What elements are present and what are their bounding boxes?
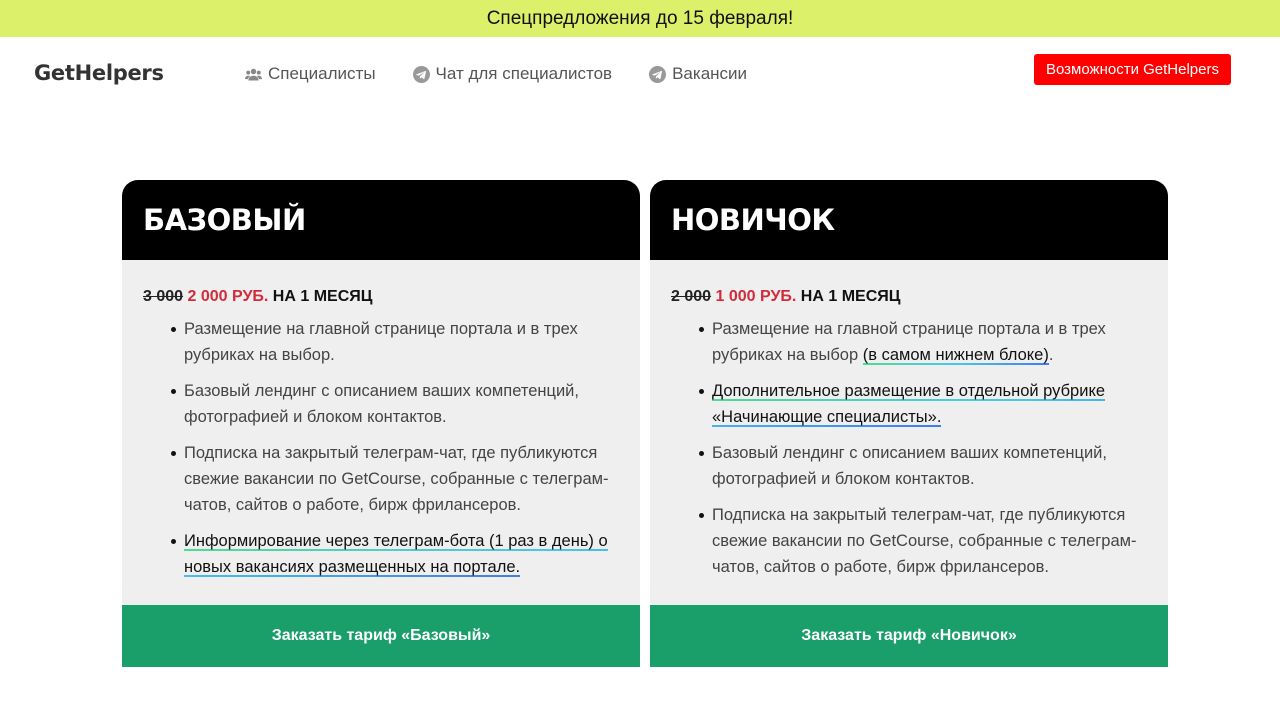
feature-highlight: (в самом нижнем блоке) xyxy=(862,346,1049,364)
nav-item-chat[interactable] xyxy=(413,64,613,84)
main-nav xyxy=(245,64,747,84)
plan-card-header xyxy=(650,180,1168,260)
old-price: 2 000 xyxy=(671,288,712,305)
feature-highlight: Информирование через телеграм-бота (1 раз в день) о новых вакансиях размещенных на портале. xyxy=(184,532,608,576)
nav-item-specialists[interactable] xyxy=(245,64,376,84)
price-period: НА 1 МЕСЯЦ xyxy=(800,288,901,305)
feature-list xyxy=(143,316,619,580)
plan-title: НОВИЧОК xyxy=(671,203,835,237)
feature-item: Базовый лендинг с описанием ваших компетенций, фотографией и блоком контактов. xyxy=(184,378,624,430)
new-price: 2 000 РУБ. xyxy=(187,288,269,305)
site-header xyxy=(0,37,1280,109)
feature-list xyxy=(671,316,1147,580)
logo[interactable]: GetHelpers xyxy=(34,61,164,85)
plan-card-basic xyxy=(122,180,640,667)
promo-text: Спецпредложения до 15 февраля! xyxy=(486,7,794,29)
feature-item: Размещение на главной странице портала и в трех рубриках на выбор. xyxy=(184,316,624,368)
plan-card-header xyxy=(122,180,640,260)
feature-item xyxy=(184,528,624,580)
plan-price xyxy=(143,288,619,306)
order-basic-button[interactable]: Заказать тариф «Базовый» xyxy=(122,605,640,667)
plan-title: БАЗОВЫЙ xyxy=(143,203,306,237)
plan-card-body xyxy=(122,260,640,580)
telegram-icon xyxy=(413,66,430,83)
features-button[interactable]: Возможности GetHelpers xyxy=(1034,54,1231,85)
feature-item: Подписка на закрытый телеграм-чат, где публикуются свежие вакансии по GetCourse, собранные с телеграм-чатов, сайтов о работе, бирж фрилансеров. xyxy=(184,440,624,518)
feature-item: Базовый лендинг с описанием ваших компетенций, фотографией и блоком контактов. xyxy=(712,440,1152,492)
old-price: 3 000 xyxy=(143,288,184,305)
plan-card-novice xyxy=(650,180,1168,667)
feature-item xyxy=(712,378,1152,430)
feature-highlight: Дополнительное размещение в отдельной рубрике «Начинающие специалисты». xyxy=(712,382,1106,426)
nav-label: Вакансии xyxy=(672,64,748,83)
price-period: НА 1 МЕСЯЦ xyxy=(272,288,373,305)
plan-card-body xyxy=(650,260,1168,580)
nav-label: Специалисты xyxy=(268,64,376,83)
nav-label: Чат для специалистов xyxy=(435,64,613,83)
users-icon xyxy=(245,66,262,83)
promo-bar xyxy=(0,0,1280,37)
new-price: 1 000 РУБ. xyxy=(715,288,797,305)
plan-price xyxy=(671,288,1147,306)
nav-item-vacancies[interactable] xyxy=(649,64,747,84)
feature-item: Размещение на главной странице портала и в трех рубриках на выбор (в самом нижнем блоке). xyxy=(712,316,1152,368)
order-novice-button[interactable]: Заказать тариф «Новичок» xyxy=(650,605,1168,667)
feature-item: Подписка на закрытый телеграм-чат, где публикуются свежие вакансии по GetCourse, собранные с телеграм-чатов, сайтов о работе, бирж фрилансеров. xyxy=(712,502,1152,580)
telegram-icon xyxy=(649,66,666,83)
